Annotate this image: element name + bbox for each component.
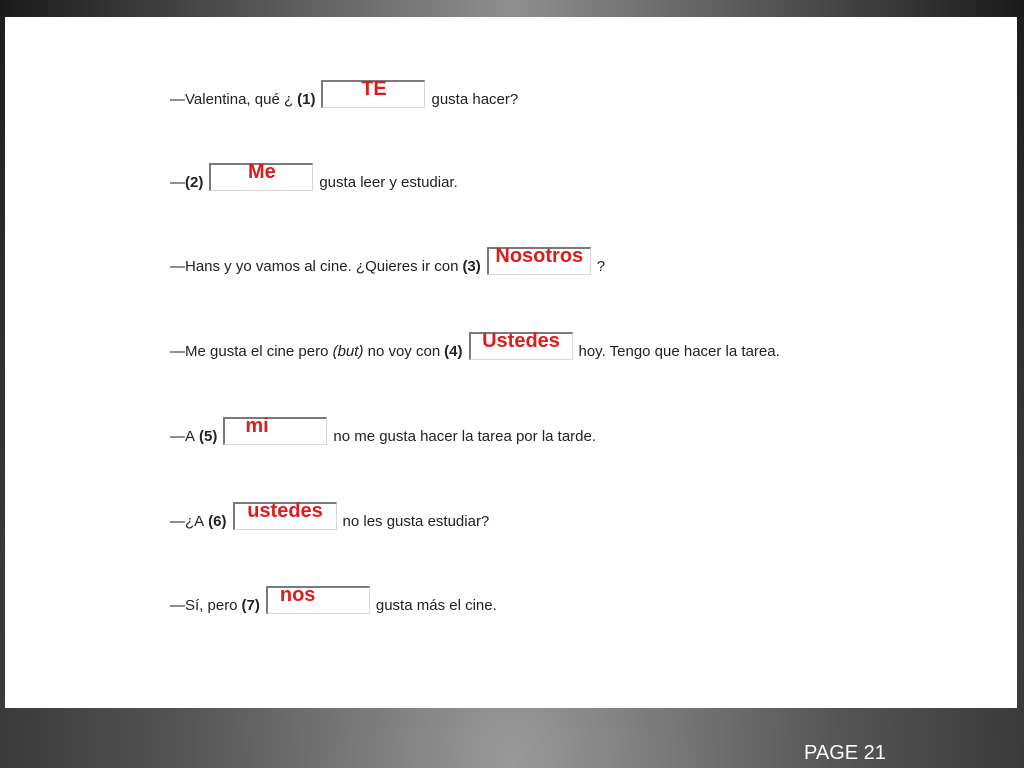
row-5-number: (5) — [199, 428, 218, 445]
answer-blank-7[interactable] — [266, 586, 370, 614]
row-1-text-before: —Valentina, qué ¿ — [170, 91, 294, 108]
exercise-row-2 — [170, 138, 862, 191]
row-6-text-before: —¿A — [170, 513, 205, 530]
answer-1: TE — [361, 78, 387, 100]
exercise-row-1 — [170, 70, 862, 106]
answer-6: ustedes — [247, 500, 323, 522]
answer-3: Nosotros — [495, 245, 584, 267]
row-7-text-after: gusta más el cine. — [375, 597, 497, 614]
row-7-text-before: —Sí, pero — [170, 597, 238, 614]
row-4-text-italic: (but) — [332, 343, 364, 360]
answer-blank-1[interactable] — [321, 80, 425, 108]
row-4-number: (4) — [444, 343, 463, 360]
answer-4: Ustedes — [482, 330, 560, 352]
row-7-number: (7) — [241, 597, 260, 614]
top-bar — [0, 0, 1024, 17]
row-4-text-before: —Me gusta el cine pero — [170, 343, 329, 360]
row-1-text-after: gusta hacer? — [431, 91, 519, 108]
answer-blank-3[interactable] — [487, 247, 591, 275]
exercise-row-4 — [170, 307, 862, 360]
row-5-text-before: —A — [170, 428, 196, 445]
page-number: PAGE 21 — [804, 742, 886, 764]
answer-5: mi — [245, 415, 269, 437]
row-2-text-after: gusta leer y estudiar. — [319, 174, 458, 191]
exercise-row-5 — [170, 392, 862, 445]
answer-blank-2[interactable] — [209, 163, 313, 191]
exercise-row-7 — [170, 561, 862, 614]
row-6-number: (6) — [208, 513, 227, 530]
answer-blank-5[interactable] — [223, 417, 327, 445]
row-4-text-before-tail: no voy con — [367, 343, 441, 360]
answer-7: nos — [279, 584, 316, 606]
row-5-text-after: no me gusta hacer la tarea por la tarde. — [333, 428, 597, 445]
row-2-text-before: — — [170, 174, 185, 191]
exercise-row-6 — [170, 477, 862, 530]
row-3-text-after: ? — [596, 258, 606, 275]
answer-blank-4[interactable] — [469, 332, 573, 360]
row-2-number: (2) — [185, 174, 204, 191]
row-4-text-after: hoy. Tengo que hacer la tarea. — [578, 343, 780, 360]
answer-blank-6[interactable] — [233, 502, 337, 530]
row-1-number: (1) — [297, 91, 316, 108]
row-3-text-before: —Hans y yo vamos al cine. ¿Quieres ir con — [170, 258, 459, 275]
row-3-number: (3) — [462, 258, 481, 275]
answer-2: Me — [247, 161, 276, 183]
row-6-text-after: no les gusta estudiar? — [342, 513, 490, 530]
worksheet — [5, 17, 1017, 708]
exercise-row-3 — [170, 222, 862, 275]
